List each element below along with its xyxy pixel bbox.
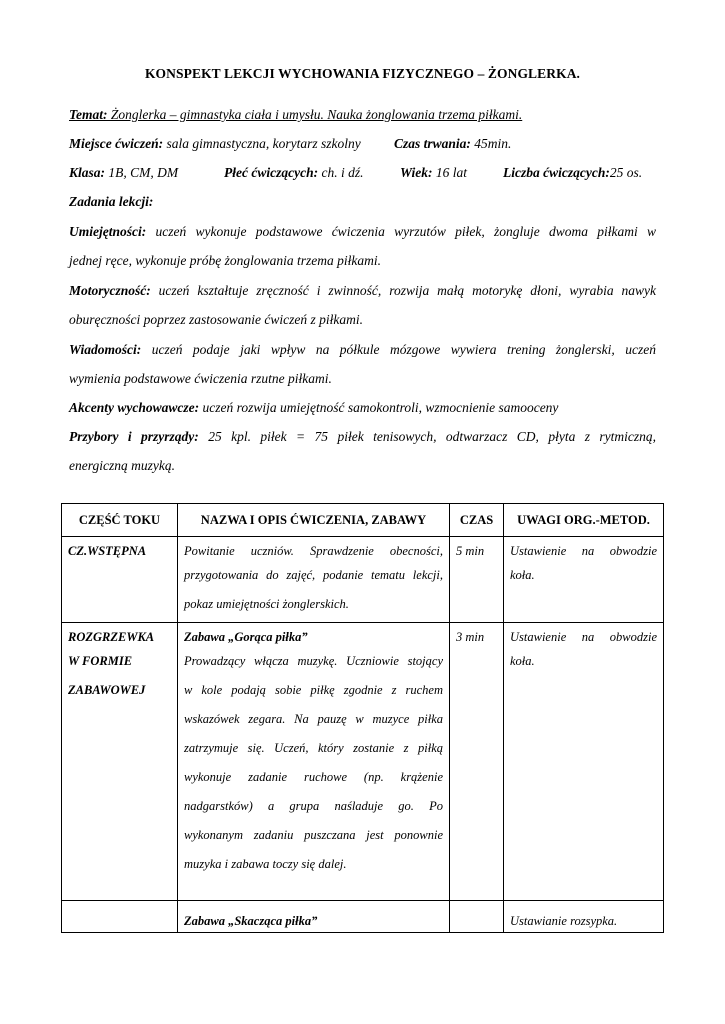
motor-line-2: oburęczności poprzez zastosowanie ćwiczeń z piłkami. <box>69 312 363 327</box>
knowledge-line-2: wymienia podstawowe ćwiczenia rzutne piłkami. <box>69 371 332 386</box>
equipment-label: Przybory i przyrządy: <box>69 429 199 444</box>
class-value: 1B, CM, DM <box>105 165 179 180</box>
educational-line <box>69 400 656 416</box>
skills-line-1 <box>69 224 656 240</box>
tasks-heading <box>69 194 656 210</box>
description-line: w kole podają sobie piłkę zgodnie z ruchem <box>184 683 443 697</box>
notes-cell <box>504 901 664 933</box>
gender-field <box>224 165 363 181</box>
part-cell <box>62 537 178 623</box>
description-line: wskazówek zegara. Na pauzę w muzyce piłka <box>184 712 443 726</box>
place-label: Miejsce ćwiczeń: <box>69 136 164 151</box>
count-value: 25 os. <box>609 165 643 180</box>
topic-line <box>69 107 656 123</box>
description-line: wykonuje zadanie ruchowe (np. krążenie <box>184 770 443 784</box>
col-header-description: NAZWA I OPIS ĆWICZENIA, ZABAWY <box>178 504 450 537</box>
age-field <box>400 165 467 181</box>
count-label: Liczba ćwiczących: <box>503 165 610 180</box>
duration-value: 45min. <box>470 136 512 151</box>
class-label: Klasa: <box>69 165 106 180</box>
table-row <box>62 623 664 901</box>
part-label: ROZGRZEWKA <box>68 630 155 644</box>
time-value: 5 min <box>456 544 485 558</box>
knowledge-label: Wiadomości: <box>69 342 142 357</box>
notes-line: Ustawianie rozsypka. <box>510 914 618 928</box>
skills-label: Umiejętności: <box>69 224 147 239</box>
description-cell <box>178 623 450 901</box>
notes-line: koła. <box>510 654 535 668</box>
description-line: przygotowania do zajęć, podanie tematu lekcji, <box>184 568 443 582</box>
part-cell <box>62 901 178 933</box>
notes-cell <box>504 623 664 901</box>
time-cell <box>450 623 504 901</box>
col-header-part: CZĘŚĆ TOKU <box>62 504 178 537</box>
topic-label: Temat: <box>69 107 108 122</box>
age-value: 16 lat <box>432 165 468 180</box>
game-title: Zabawa „Gorąca piłka” <box>184 630 308 644</box>
description-line: zatrzymuje się. Uczeń, który zostanie z piłką <box>184 741 443 755</box>
duration-field <box>394 136 511 152</box>
description-line: pokaz umiejętności żonglerskich. <box>184 597 349 611</box>
educational-value: uczeń rozwija umiejętność samokontroli, wzmocnienie samooceny <box>199 400 559 415</box>
description-line: nadgarstków) a grupa naśladuje go. Po <box>184 799 443 813</box>
part-cell <box>62 623 178 901</box>
motor-label: Motoryczność: <box>69 283 151 298</box>
educational-label: Akcenty wychowawcze: <box>69 400 200 415</box>
description-line: Prowadzący włącza muzykę. Uczniowie stojący <box>184 654 443 668</box>
knowledge-line-1 <box>69 342 656 358</box>
notes-line: Ustawienie na obwodzie <box>510 630 657 644</box>
equipment-line-1 <box>69 429 656 445</box>
col-header-notes: UWAGI ORG.-METOD. <box>504 504 664 537</box>
part-label: W FORMIE <box>68 654 133 668</box>
age-label: Wiek: <box>400 165 433 180</box>
knowledge-text-1: uczeń podaje jaki wpływ na półkule mózgowe wywiera trening żonglerski, uczeń <box>141 342 656 357</box>
equipment-line-2: energiczną muzyką. <box>69 458 175 473</box>
table-header-row <box>62 504 664 537</box>
time-cell <box>450 901 504 933</box>
description-line: muzyka i zabawa toczy się dalej. <box>184 857 347 871</box>
place-value: sala gimnastyczna, korytarz szkolny <box>163 136 361 151</box>
skills-text-1: uczeń wykonuje podstawowe ćwiczenia wyrzutów piłek, żongluje dwoma piłkami w <box>146 224 656 239</box>
table-row <box>62 901 664 933</box>
description-line: wykonanym zadaniu puszczana jest ponownie <box>184 828 443 842</box>
gender-label: Płeć ćwiczących: <box>224 165 319 180</box>
equipment-text-1: 25 kpl. piłek = 75 piłek tenisowych, odtwarzacz CD, płyta z rytmiczną, <box>198 429 656 444</box>
time-cell <box>450 537 504 623</box>
table-row <box>62 537 664 623</box>
motor-line-1 <box>69 283 656 299</box>
time-value: 3 min <box>456 630 485 644</box>
part-label: ZABAWOWEJ <box>68 683 146 697</box>
lesson-table <box>61 503 664 933</box>
description-cell <box>178 537 450 623</box>
gender-value: ch. i dź. <box>318 165 364 180</box>
motor-text-1: uczeń kształtuje zręczność i zwinność, rozwija małą motorykę dłoni, wyrabia nawyk <box>150 283 656 298</box>
place-field <box>69 136 361 152</box>
count-field <box>503 165 642 181</box>
notes-line: koła. <box>510 568 535 582</box>
tasks-label: Zadania lekcji: <box>69 194 154 209</box>
skills-line-2: jednej ręce, wykonuje próbę żonglowania trzema piłkami. <box>69 253 381 268</box>
class-field <box>69 165 178 181</box>
duration-label: Czas trwania: <box>394 136 471 151</box>
document-title: KONSPEKT LEKCJI WYCHOWANIA FIZYCZNEGO – ŻONGLERKA. <box>144 66 581 81</box>
notes-cell <box>504 537 664 623</box>
description-cell <box>178 901 450 933</box>
part-label: CZ.WSTĘPNA <box>68 544 147 558</box>
game-title: Zabawa „Skacząca piłka” <box>184 914 318 928</box>
topic-value: Żonglerka – gimnastyka ciała i umysłu. Nauka żonglowania trzema piłkami. <box>107 107 523 122</box>
description-line: Powitanie uczniów. Sprawdzenie obecności, <box>184 544 443 558</box>
col-header-time: CZAS <box>450 504 504 537</box>
notes-line: Ustawienie na obwodzie <box>510 544 657 558</box>
